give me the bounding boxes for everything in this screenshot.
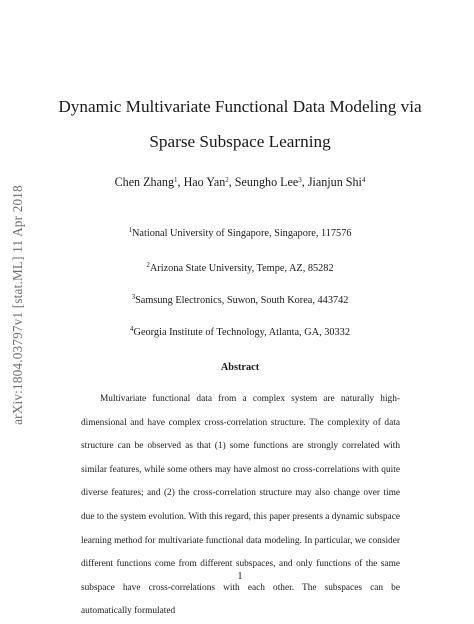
author: Chen Zhang$^1$, <box>114 175 184 189</box>
page-number: 1 <box>237 571 243 582</box>
author: Jianjun Shi$^4$ <box>307 175 366 189</box>
author-list <box>40 175 440 190</box>
affiliation-4: $^4$Georgia Institute of Technology, Atlanta, GA, 30332 <box>130 325 350 338</box>
title-line-1: Dynamic Multivariate Functional Data Modeling via <box>58 97 422 116</box>
arxiv-identifier: arXiv:1804.03797v1 [stat.ML] 11 Apr 2018 <box>10 185 26 425</box>
author: Seungho Lee$^3$, <box>234 175 308 189</box>
affiliation-1: $^1$National University of Singapore, Singapore, 117576 <box>128 226 352 239</box>
abstract-body: Multivariate functional data from a complex system are naturally high-dimensional and have complex cross-correlation structure. The complexity of data structure can be observed as that (1) some functions are strongly correlated with similar features, while some others may have almost no cross-correlations with quite diverse features; and (2) the cross-correlation structure may also change over time due to the system evolution. With this regard, this paper presents a dynamic subspace learning method for multivariate functional data modeling. In particular, we consider different functions come from different subspaces, and only functions of the same subspace have cross-correlations with each other. The subspaces can be automatically formulated <box>81 394 400 617</box>
author: Hao Yan$^2$, <box>183 175 235 189</box>
title-line-2: Sparse Subspace Learning <box>149 132 331 151</box>
arxiv-stamp <box>2 150 34 460</box>
affiliation-2: $^2$Arizona State University, Tempe, AZ, 85282 <box>146 261 334 274</box>
affiliation-3: $^3$Samsung Electronics, Suwon, South Korea, 443742 <box>131 293 349 306</box>
abstract-heading: Abstract <box>220 362 260 373</box>
